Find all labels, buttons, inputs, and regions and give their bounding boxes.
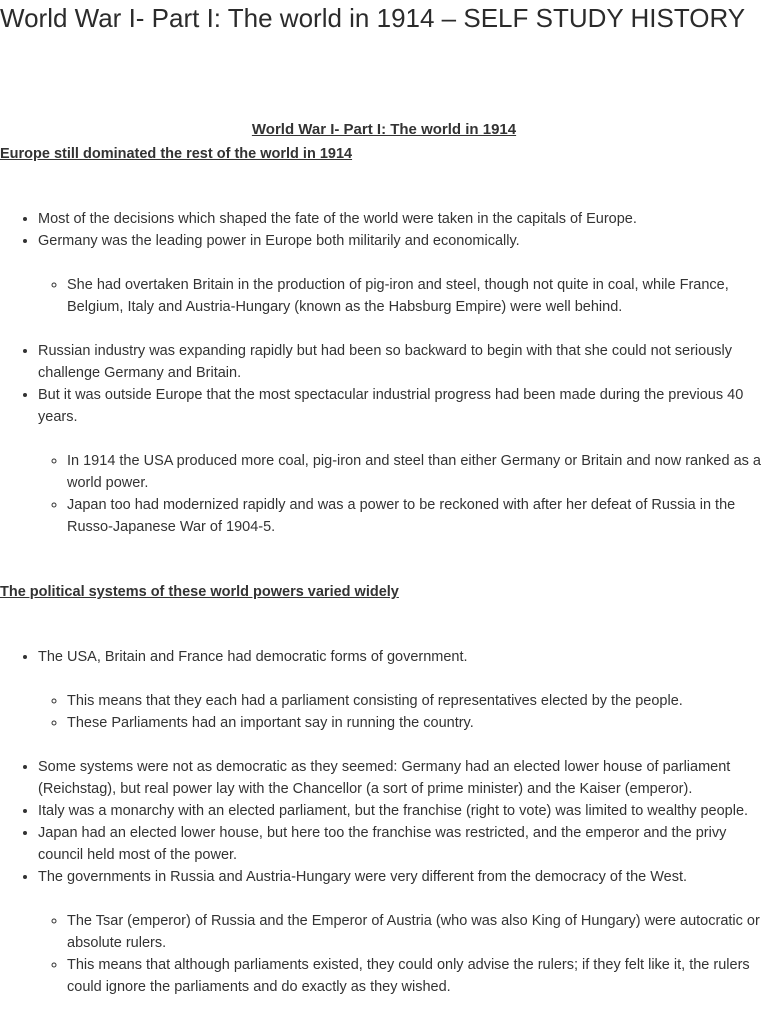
- sub-list-item: ◦ These Parliaments had an important say in running the country.: [67, 712, 768, 734]
- article-heading: World War I- Part I: The world in 1914: [251, 121, 517, 138]
- list-item: • Japan had an elected lower house, but here too the franchise was restricted, and the emperor and the privy council held most of the power.: [38, 822, 768, 866]
- list-item: • But it was outside Europe that the most spectacular industrial progress had been made during the previous 40 years.: [38, 384, 768, 428]
- sub-bullet-list: [0, 910, 768, 998]
- list-item: • Italy was a monarchy with an elected parliament, but the franchise (right to vote) was limited to wealthy people.: [38, 800, 768, 822]
- list-item: • Germany was the leading power in Europe both militarily and economically.: [38, 230, 768, 252]
- spacer: [0, 166, 768, 208]
- spacer: [0, 318, 768, 340]
- sub-bullet-list: [0, 274, 768, 318]
- section-heading-political: The political systems of these world powers varied widely: [0, 584, 399, 600]
- list-item: • Russian industry was expanding rapidly but had been so backward to begin with that she could not seriously challenge Germany and Britain.: [38, 340, 768, 384]
- bullet-list: [0, 756, 768, 888]
- page-title: World War I- Part I: The world in 1914 – SELF STUDY HISTORY: [0, 3, 746, 33]
- spacer: [0, 888, 768, 910]
- spacer: [0, 604, 768, 646]
- sub-list-item: ◦ This means that although parliaments existed, they could only advise the rulers; if they felt like it, the rulers could ignore the parliaments and do exactly as they wished.: [67, 954, 768, 998]
- sub-list-item: ◦ Japan too had modernized rapidly and was a power to be reckoned with after her defeat of Russia in the Russo-Japanese War of 1904-5.: [67, 494, 768, 538]
- sub-list-item: ◦ The Tsar (emperor) of Russia and the Emperor of Austria (who was also King of Hungary) were autocratic or absolute rulers.: [67, 910, 768, 954]
- spacer: [0, 252, 768, 274]
- sub-list-item: ◦ In 1914 the USA produced more coal, pig-iron and steel than either Germany or Britain and now ranked as a world power.: [67, 450, 768, 494]
- list-item: • The governments in Russia and Austria-Hungary were very different from the democracy of the West.: [38, 866, 768, 888]
- spacer: [0, 668, 768, 690]
- section-heading-europe: Europe still dominated the rest of the world in 1914: [0, 146, 353, 162]
- spacer: [0, 428, 768, 450]
- list-item: • The USA, Britain and France had democratic forms of government.: [38, 646, 768, 668]
- list-item: • Some systems were not as democratic as they seemed: Germany had an elected lower house of parliament (Reichstag), but real power lay with the Chancellor (a sort of prime minister) and the Kaiser (emperor).: [38, 756, 768, 800]
- spacer: [0, 734, 768, 756]
- article-body: [0, 118, 768, 998]
- spacer: [0, 538, 768, 580]
- sub-list-item: ◦ She had overtaken Britain in the production of pig-iron and steel, though not quite in coal, while France, Belgium, Italy and Austria-Hungary (known as the Habsburg Empire) were well behind.: [67, 274, 768, 318]
- sub-bullet-list: [0, 450, 768, 538]
- list-item: • Most of the decisions which shaped the fate of the world were taken in the capitals of Europe.: [38, 208, 768, 230]
- sub-list-item: ◦ This means that they each had a parliament consisting of representatives elected by the people.: [67, 690, 768, 712]
- bullet-list: [0, 208, 768, 252]
- bullet-list: [0, 646, 768, 668]
- bullet-list: [0, 340, 768, 428]
- sub-bullet-list: [0, 690, 768, 734]
